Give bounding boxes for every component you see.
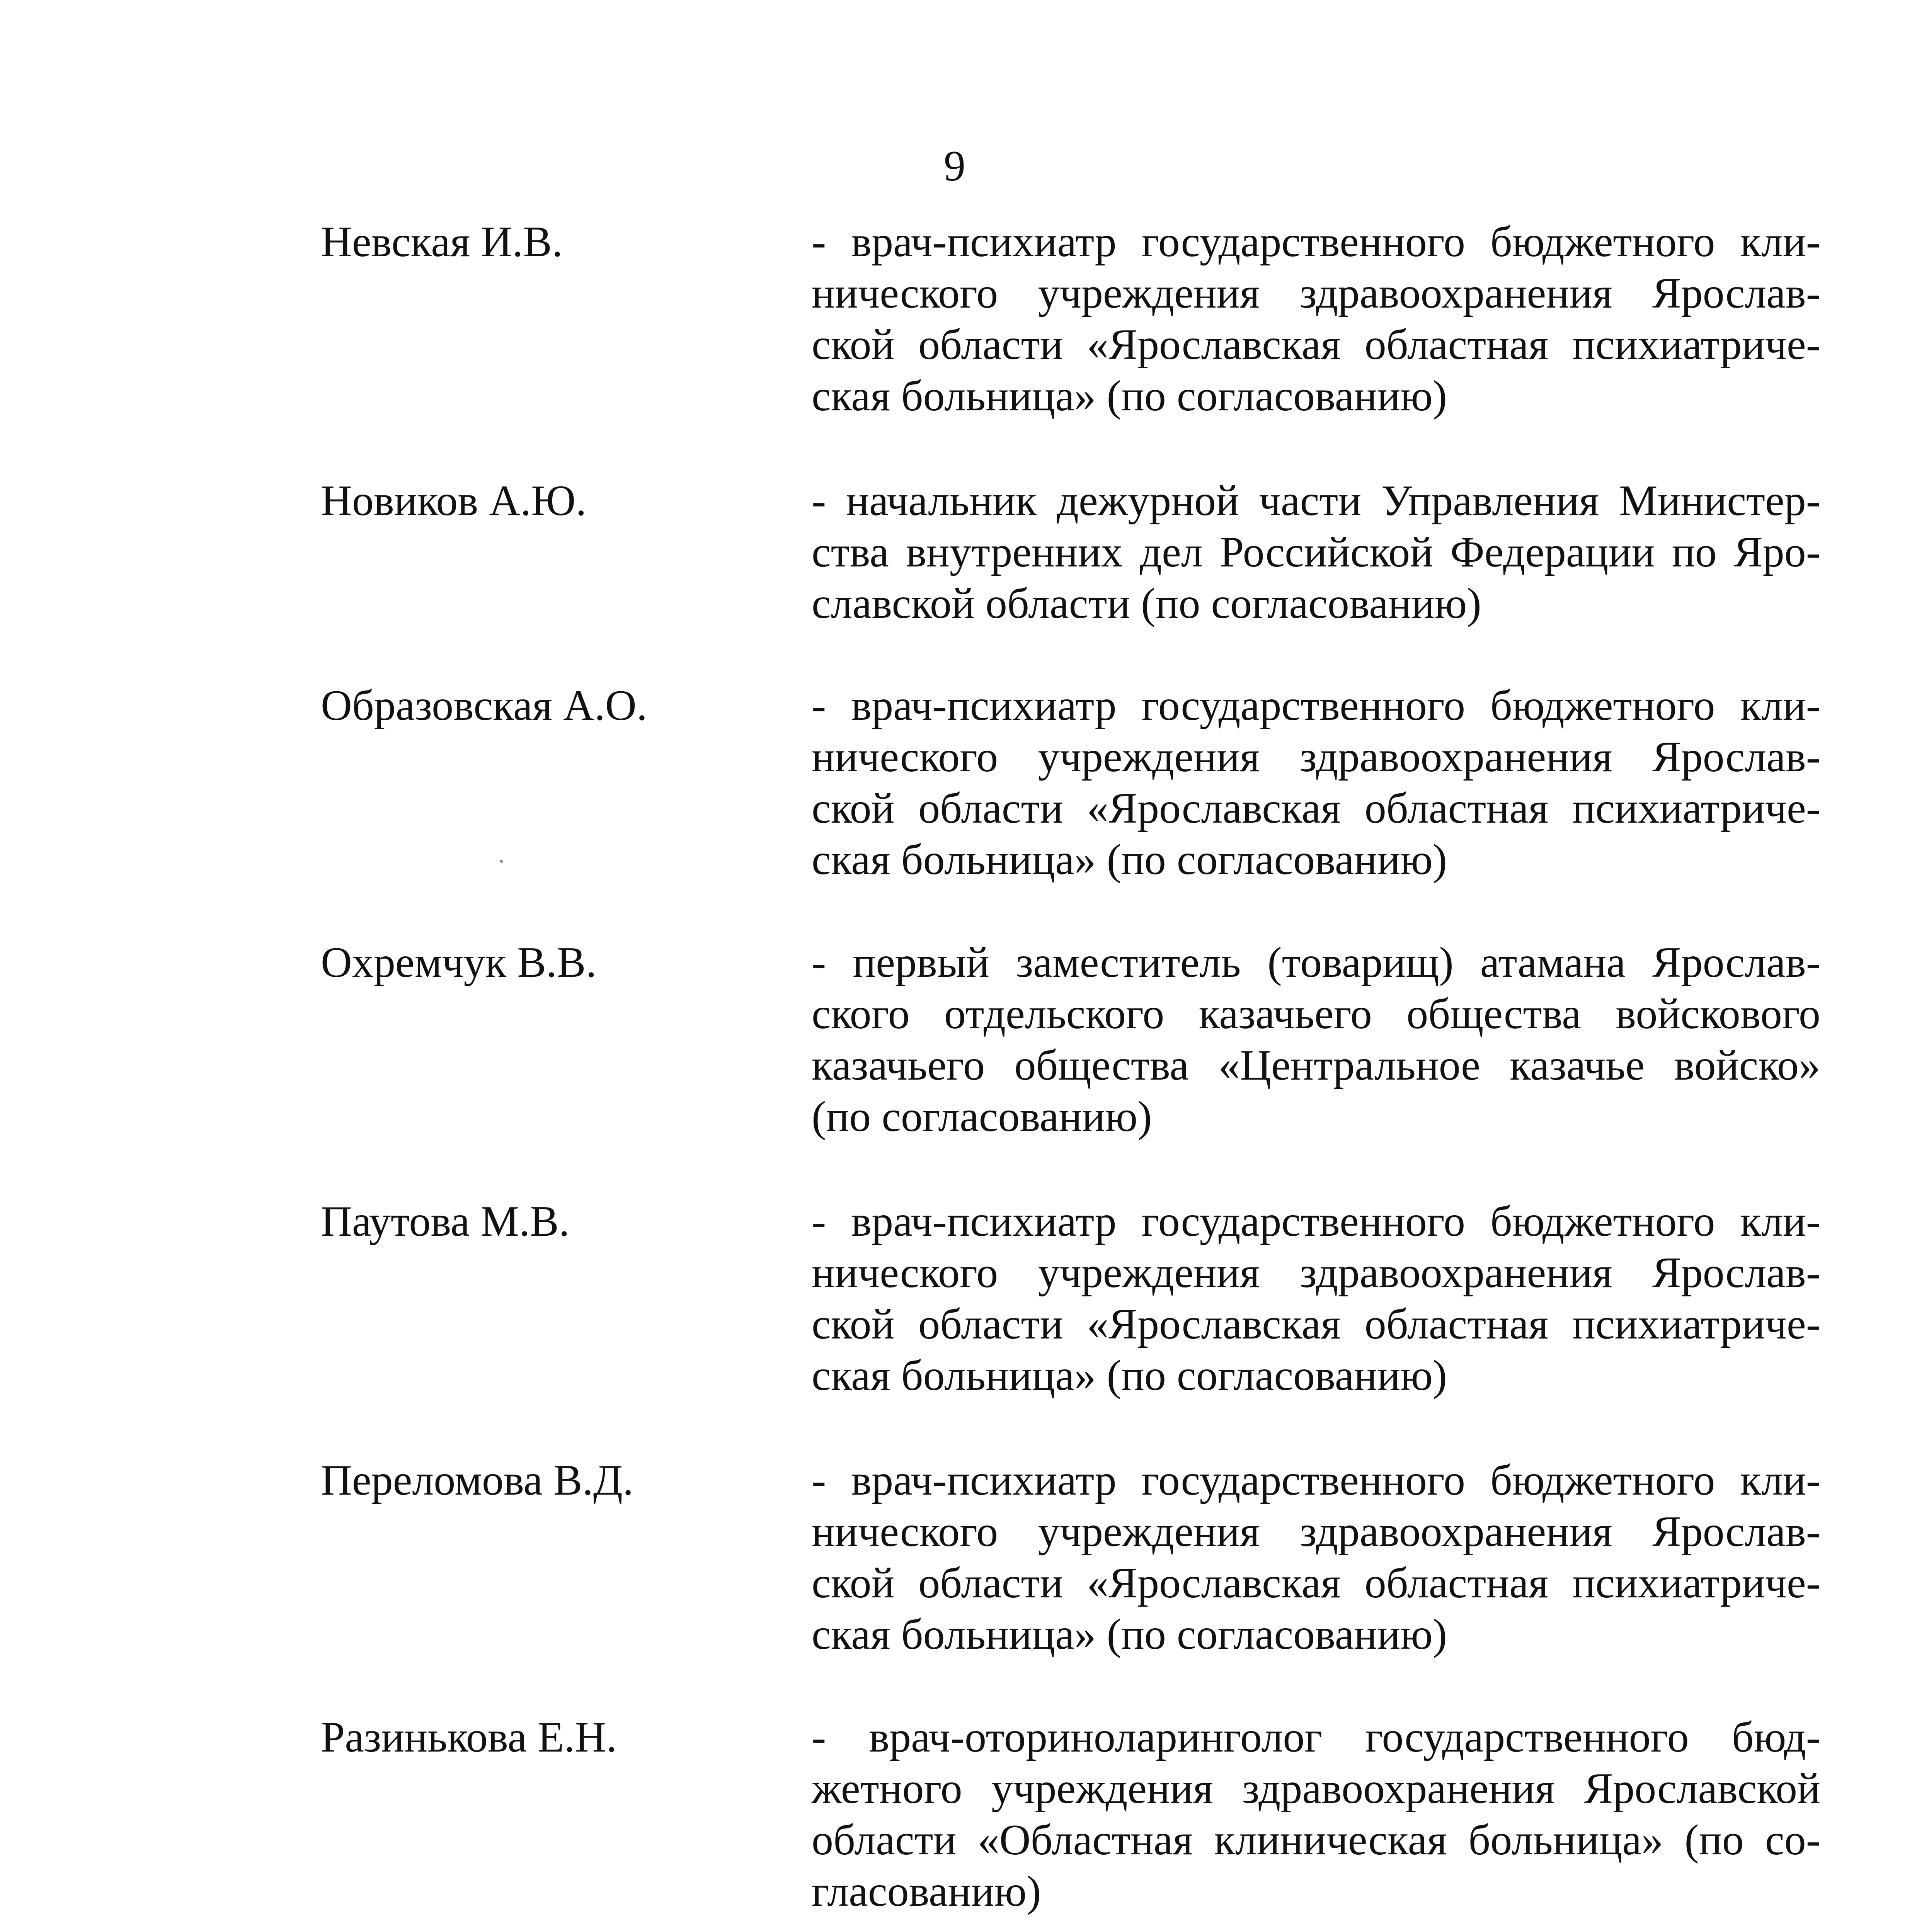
- position-line: ства внутренних дел Российской Федерации по Яро-: [812, 528, 1820, 576]
- member-name: Охремчук В.В.: [321, 939, 597, 986]
- position-line: - начальник дежурной части Управления Министер-: [812, 477, 1820, 525]
- position-line: ской области «Ярославская областная психиатриче-: [812, 784, 1820, 832]
- position-line: области «Областная клиническая больница» (по со-: [812, 1816, 1820, 1864]
- position-line: - первый заместитель (товарищ) атамана Ярослав-: [812, 939, 1820, 986]
- position-line: жетного учреждения здравоохранения Ярославской: [812, 1765, 1820, 1813]
- member-position: [812, 216, 1820, 422]
- page-number: 9: [944, 142, 965, 190]
- position-line: ская больница» (по согласованию): [812, 1352, 1447, 1400]
- member-position: [812, 1196, 1820, 1401]
- position-line: ская больница» (по согласованию): [812, 836, 1447, 884]
- position-line: ского отдельского казачьего общества войскового: [812, 990, 1820, 1038]
- position-line: ская больница» (по согласованию): [812, 1611, 1447, 1658]
- position-line: - врач-психиатр государственного бюджетного кли-: [812, 218, 1820, 266]
- member-name: Паутова М.В.: [321, 1197, 570, 1245]
- position-line: славской области (по согласованию): [812, 580, 1481, 628]
- member-position: [812, 1712, 1820, 1917]
- position-line: (по согласованию): [812, 1093, 1152, 1141]
- position-line: ской области «Ярославская областная психиатриче-: [812, 1300, 1820, 1348]
- member-name: Новиков А.Ю.: [321, 477, 587, 525]
- scan-speck: [500, 860, 503, 863]
- member-name: Образовская А.О.: [321, 682, 647, 730]
- position-line: нического учреждения здравоохранения Ярослав-: [812, 1508, 1820, 1556]
- position-line: гласованию): [812, 1867, 1041, 1915]
- position-line: - врач-психиатр государственного бюджетного кли-: [812, 1456, 1820, 1504]
- member-position: [812, 937, 1820, 1143]
- position-line: ской области «Ярославская областная психиатриче-: [812, 321, 1820, 369]
- position-line: - врач-психиатр государственного бюджетного кли-: [812, 682, 1820, 730]
- member-name: Разинькова Е.Н.: [321, 1713, 617, 1761]
- member-name: Переломова В.Д.: [321, 1456, 634, 1504]
- position-line: ской области «Ярославская областная психиатриче-: [812, 1559, 1820, 1607]
- position-line: - врач-оториноларинголог государственного бюд-: [812, 1713, 1820, 1761]
- member-position: [812, 1455, 1820, 1660]
- position-line: ская больница» (по согласованию): [812, 372, 1447, 420]
- position-line: нического учреждения здравоохранения Ярослав-: [812, 1249, 1820, 1297]
- position-line: нического учреждения здравоохранения Ярослав-: [812, 269, 1820, 317]
- member-position: [812, 680, 1820, 886]
- member-name: Невская И.В.: [321, 218, 563, 266]
- position-line: - врач-психиатр государственного бюджетного кли-: [812, 1197, 1820, 1245]
- position-line: казачьего общества «Центральное казачье войско»: [812, 1041, 1820, 1089]
- member-position: [812, 475, 1820, 629]
- position-line: нического учреждения здравоохранения Ярослав-: [812, 733, 1820, 781]
